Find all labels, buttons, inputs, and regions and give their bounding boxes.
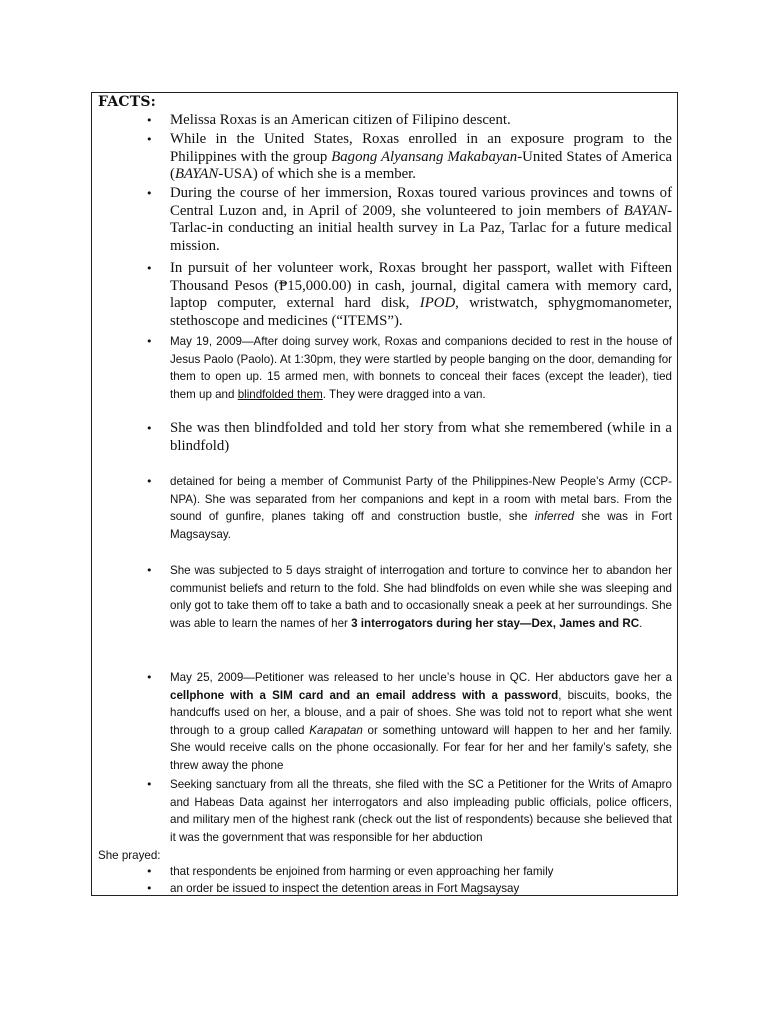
fact-item-immersion: • During the course of her immersion, Roxas toured various provinces and towns of Central Luzon and, in April of 2009, she volunteered to join members of BAYAN-Tarlac-in conducting an initial health survey in La Paz, Tarlac for a future medical mission. [146, 185, 672, 254]
bullet-icon: • [146, 262, 153, 275]
fact-item-items: • In pursuit of her volunteer work, Roxas brought her passport, wallet with Fifteen Thousand Pesos (₱15,000.00) in cash, journal, digital camera with memory card, laptop computer, external hard disk, IPOD, wristwatch, sphygmomanometer, stethoscope and medicines (“ITEMS”). [146, 260, 672, 329]
fact-item-abduction: • May 19, 2009—After doing survey work, Roxas and companions decided to rest in the house of Jesus Paolo (Paolo). At 1:30pm, they were startled by people banging on the door, demanding for them to open up. 15 armed men, with bonnets to conceal their faces (except the leader), tied them up and blindfolded them. They were dragged into a van. [146, 335, 672, 401]
prayer-item: • an order be issued to inspect the detention areas in Fort Magsaysay [146, 882, 520, 895]
fact-item-petition: • Seeking sanctuary from all the threats, she filed with the SC a Petitioner for the Writs of Amapro and Habeas Data against her interrogators and also impleading public officials, police officers, and military men of the highest rank (check out the list of respondents) because she believed that it was the government that was responsible for her abduction [146, 778, 672, 844]
bullet-icon: • [146, 865, 153, 878]
bullet-icon: • [146, 422, 153, 435]
bullet-icon: • [146, 778, 153, 791]
fact-item-citizenship: • Melissa Roxas is an American citizen of Filipino descent. [146, 112, 511, 128]
bullet-icon: • [146, 133, 153, 146]
fact-item-blindfold: • She was then blindfolded and told her story from what she remembered (while in a blindfold) [146, 420, 672, 454]
bullet-icon: • [146, 335, 153, 348]
facts-box [91, 92, 678, 896]
bullet-icon: • [146, 564, 153, 577]
prayed-label: She prayed: [98, 849, 161, 862]
fact-item-interrogation: • She was subjected to 5 days straight of interrogation and torture to convince her to abandon her communist beliefs and return to the fold. She had blindfolds on even while she was sleeping and only got to take them off to take a bath and to occasionally sneak a peek at her surroundings. She was able to learn the names of her 3 interrogators during her stay—Dex, James and RC. [146, 564, 672, 630]
fact-item-detained: • detained for being a member of Communist Party of the Philippines-New People’s Army (CCP-NPA). She was separated from her companions and kept in a room with metal bars. From the sound of gunfire, planes taking off and construction bustle, she inferred she was in Fort Magsaysay. [146, 475, 672, 541]
fact-item-release: • May 25, 2009—Petitioner was released to her uncle’s house in QC. Her abductors gave her a cellphone with a SIM card and an email address with a password, biscuits, books, the handcuffs used on her, a blouse, and a pair of shoes. She was told not to report what she went through to a group called Karapatan or something untoward will happen to her and her family. She would receive calls on the phone occasionally. For fear for her and her family’s safety, she threw away the phone [146, 671, 672, 772]
bullet-icon: • [146, 882, 153, 895]
fact-item-exposure-program: • While in the United States, Roxas enrolled in an exposure program to the Philippines with the group Bagong Alyansang Makabayan-United States of America (BAYAN-USA) of which she is a member. [146, 131, 673, 182]
bullet-icon: • [146, 114, 153, 127]
bullet-icon: • [146, 475, 153, 488]
facts-heading: FACTS: [98, 94, 157, 110]
bullet-icon: • [146, 187, 153, 200]
bullet-icon: • [146, 671, 153, 684]
prayer-item: • that respondents be enjoined from harming or even approaching her family [146, 865, 554, 878]
